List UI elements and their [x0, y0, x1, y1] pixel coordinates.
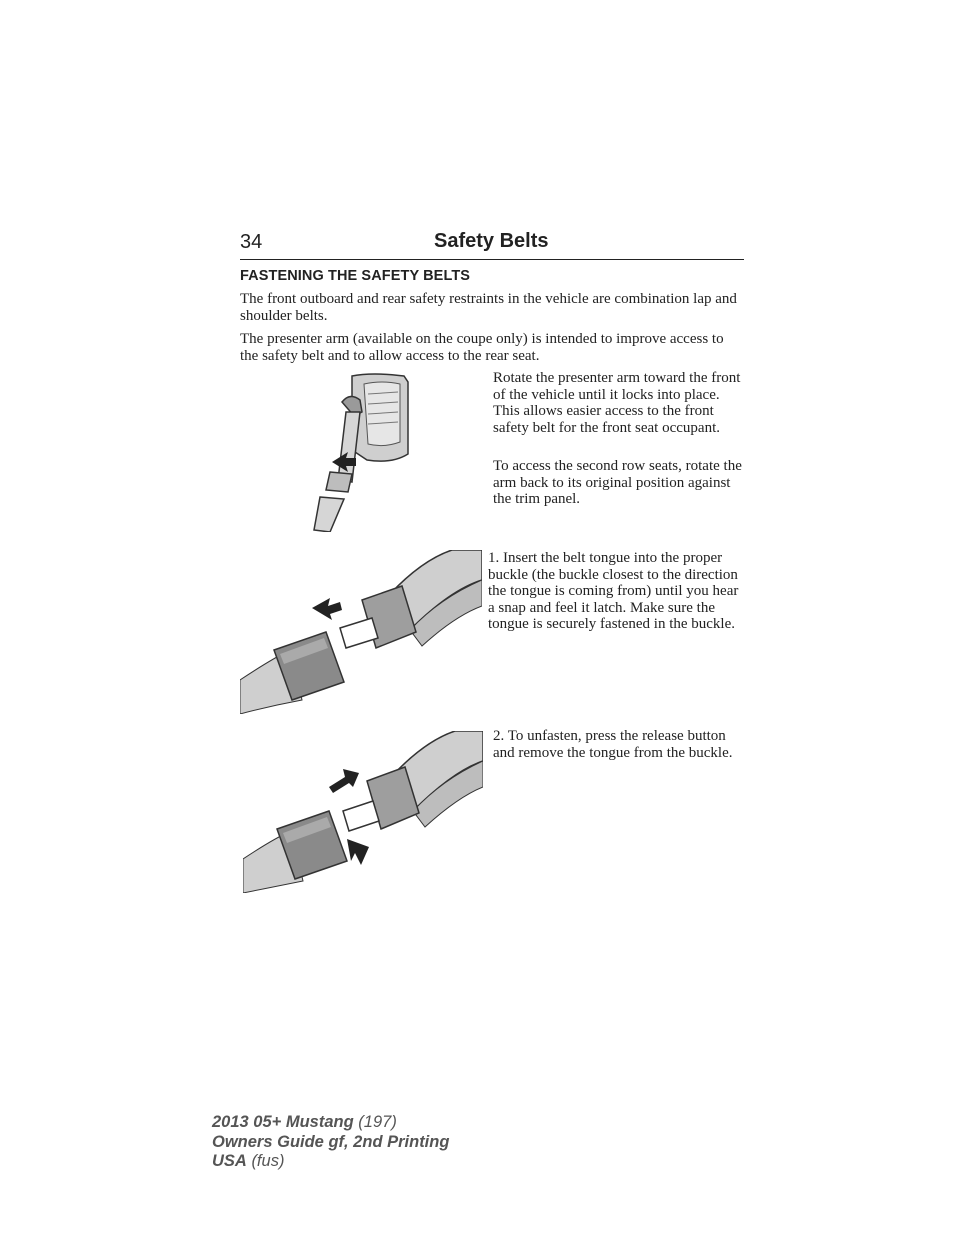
intro-paragraph-2: The presenter arm (available on the coupe only) is intended to improve access to the safety belt and to allow access to the rear seat.	[240, 331, 724, 364]
footer-market-code: (fus)	[251, 1152, 285, 1170]
section-title: FASTENING THE SAFETY BELTS	[240, 268, 471, 284]
footer-market: USA	[212, 1152, 247, 1170]
footer-guide: Owners Guide gf, 2nd Printing	[212, 1132, 450, 1151]
presenter-arm-text-2: To access the second row seats, rotate the arm back to its original position against the trim panel.	[493, 458, 742, 507]
page-footer	[212, 1113, 449, 1172]
page-number: 34	[240, 231, 263, 253]
fastening-illustration	[240, 550, 482, 714]
page-header	[240, 229, 744, 260]
chapter-title: Safety Belts	[434, 230, 549, 252]
unfastening-illustration	[243, 731, 483, 893]
footer-model-code: (197)	[358, 1113, 397, 1131]
presenter-arm-text-1: Rotate the presenter arm toward the front of the vehicle until it locks into place. This allows easier access to the front safety belt for the front seat occupant.	[493, 370, 741, 436]
footer-model: 2013 05+ Mustang	[212, 1113, 354, 1131]
intro-paragraph-1: The front outboard and rear safety restraints in the vehicle are combination lap and shoulder belts.	[240, 291, 737, 324]
step-2-text: 2. To unfasten, press the release button and remove the tongue from the buckle.	[493, 728, 733, 761]
presenter-arm-illustration	[312, 372, 412, 532]
step-1-text: 1. Insert the belt tongue into the proper buckle (the buckle closest to the direction the tongue is coming from) until you hear a snap and feel it latch. Make sure the tongue is securely fastened in the buckle.	[488, 550, 739, 632]
